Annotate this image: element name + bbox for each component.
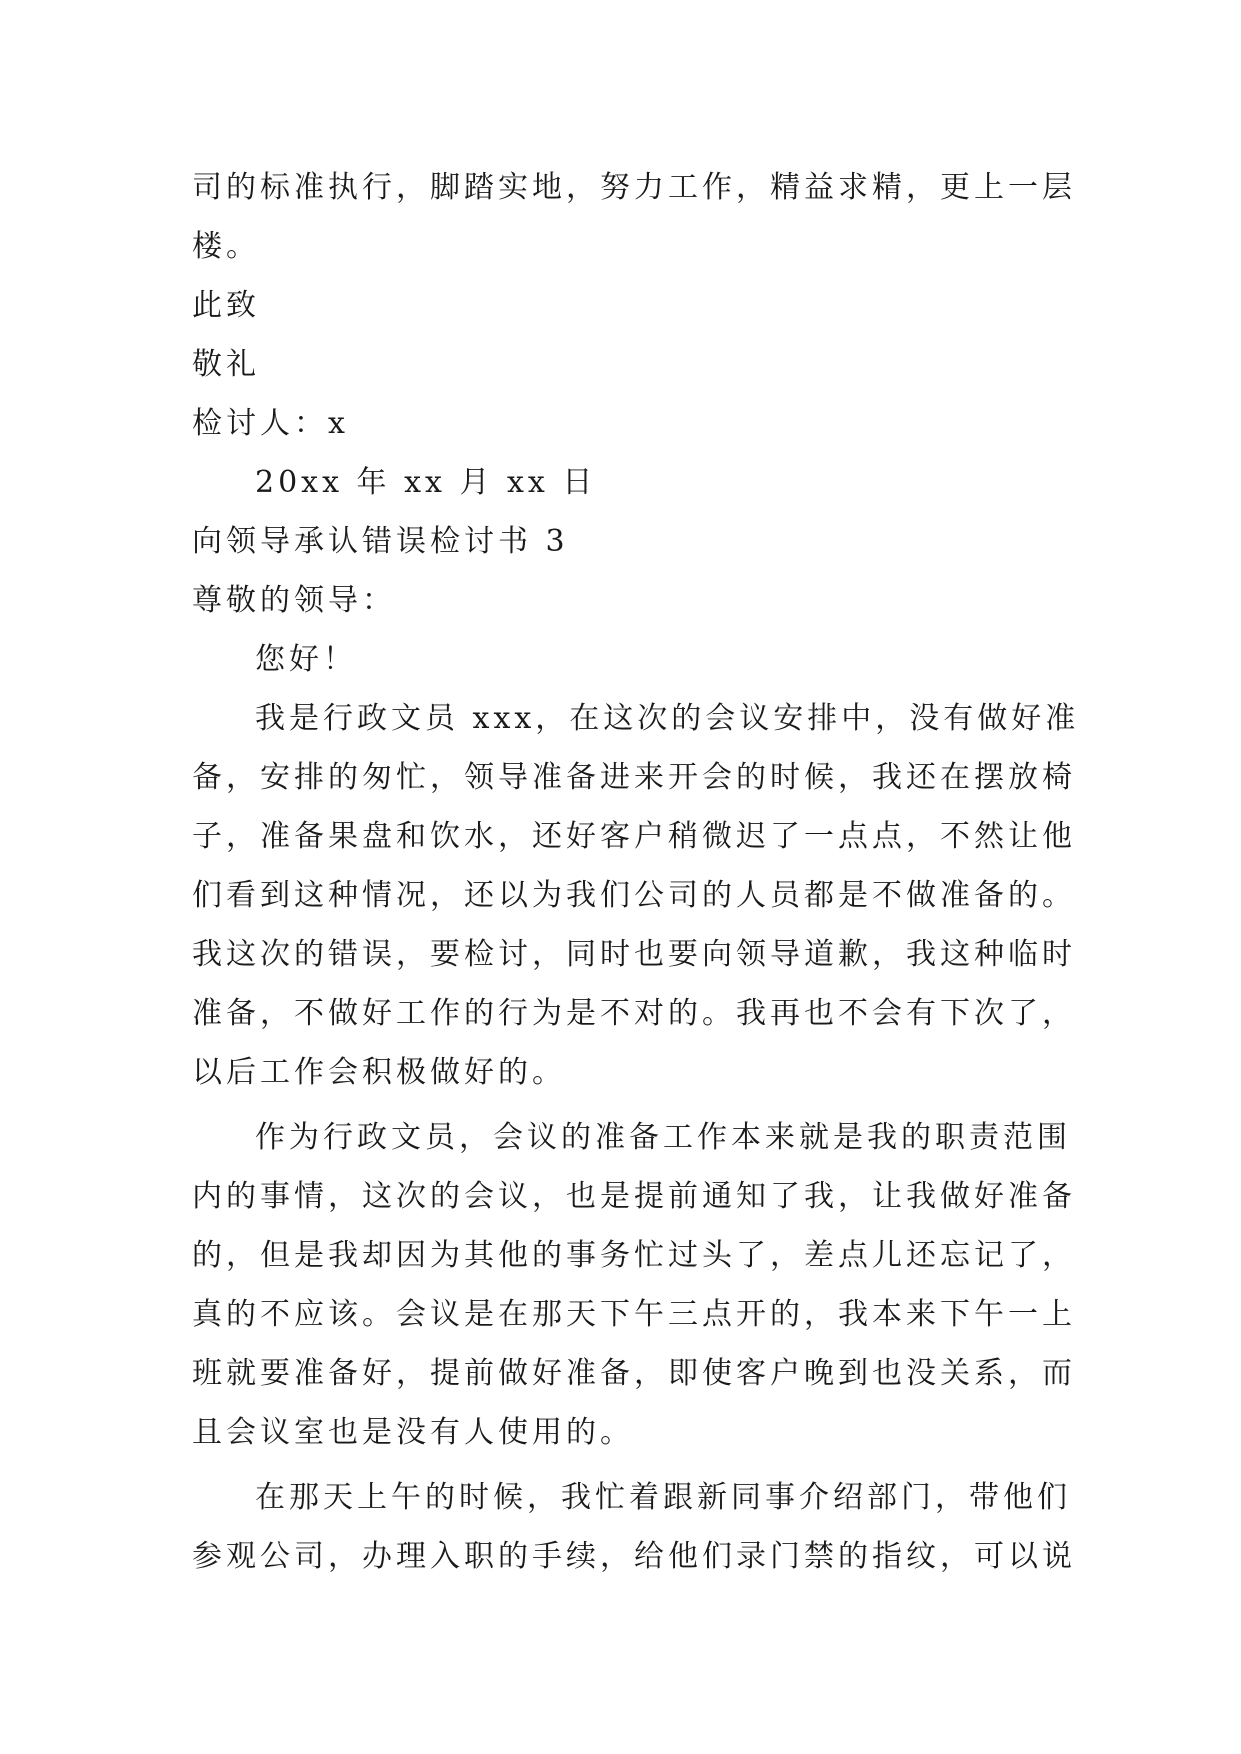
text-line: 我是行政文员 xxx，在这次的会议安排中，没有做好准 xyxy=(255,701,1080,736)
text-line: 作为行政文员，会议的准备工作本来就是我的职责范围 xyxy=(255,1120,1071,1155)
greeting: 您好！ xyxy=(255,642,357,677)
text-line: 内的事情，这次的会议，也是提前通知了我，让我做好准备 xyxy=(192,1179,1076,1214)
closing-phrase: 此致 xyxy=(192,288,260,323)
text-line: 们看到这种情况，还以为我们公司的人员都是不做准备的。 xyxy=(192,878,1076,913)
text-line: 且会议室也是没有人使用的。 xyxy=(192,1415,634,1450)
text-line: 备，安排的匆忙，领导准备进来开会的时候，我还在摆放椅 xyxy=(192,760,1076,795)
text-line: 参观公司，办理入职的手续，给他们录门禁的指纹，可以说 xyxy=(192,1539,1076,1574)
text-line: 以后工作会积极做好的。 xyxy=(192,1055,566,1090)
closing-salute: 敬礼 xyxy=(192,347,260,382)
paragraph-1 xyxy=(192,689,1080,1102)
text-line: 楼。 xyxy=(192,229,260,264)
text-line: 的，但是我却因为其他的事务忙过头了，差点儿还忘记了， xyxy=(192,1238,1076,1273)
document-body xyxy=(192,158,1080,1586)
signer: 检讨人：x xyxy=(192,406,349,441)
text-line: 子，准备果盘和饮水，还好客户稍微迟了一点点，不然让他 xyxy=(192,819,1076,854)
text-line: 司的标准执行，脚踏实地，努力工作，精益求精，更上一层 xyxy=(192,170,1076,205)
paragraph-3 xyxy=(192,1468,1076,1586)
paragraph-2 xyxy=(192,1108,1076,1462)
text-line: 我这次的错误，要检讨，同时也要向领导道歉，我这种临时 xyxy=(192,937,1076,972)
section-title: 向领导承认错误检讨书 3 xyxy=(192,524,569,559)
text-line: 班就要准备好，提前做好准备，即使客户晚到也没关系，而 xyxy=(192,1356,1076,1391)
salutation: 尊敬的领导： xyxy=(192,583,396,618)
text-line: 在那天上午的时候，我忙着跟新同事介绍部门，带他们 xyxy=(255,1480,1071,1515)
text-line: 真的不应该。会议是在那天下午三点开的，我本来下午一上 xyxy=(192,1297,1076,1332)
date-line: 20xx 年 xx 月 xx 日 xyxy=(255,465,597,500)
text-line: 准备，不做好工作的行为是不对的。我再也不会有下次了， xyxy=(192,996,1076,1031)
